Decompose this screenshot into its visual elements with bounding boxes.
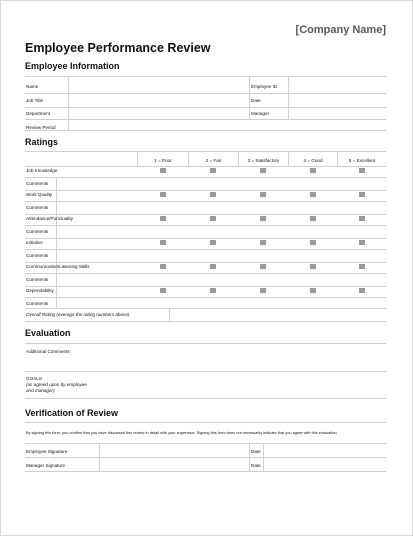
- comments-label: Comments: [26, 229, 49, 234]
- date-label: Date: [251, 98, 261, 103]
- divider: [25, 471, 386, 472]
- employee-info-heading: Employee Information: [25, 61, 120, 71]
- rating-checkbox[interactable]: [260, 264, 266, 269]
- manager-label: Manager: [251, 111, 270, 116]
- rating-checkbox[interactable]: [160, 168, 166, 173]
- category-label: Initiative: [26, 240, 43, 245]
- rating-checkbox[interactable]: [310, 192, 316, 197]
- comments-field[interactable]: [57, 250, 385, 261]
- comments-label: Comments: [26, 277, 49, 282]
- rating-checkbox[interactable]: [210, 192, 216, 197]
- divider: [25, 262, 386, 263]
- rating-checkbox[interactable]: [210, 288, 216, 293]
- employee-id-field[interactable]: [289, 77, 385, 92]
- rating-checkbox[interactable]: [210, 240, 216, 245]
- rating-checkbox[interactable]: [210, 264, 216, 269]
- comments-label: Comments: [26, 181, 49, 186]
- category-label: Communication/Listening Skills: [26, 264, 90, 269]
- comments-field[interactable]: [57, 274, 385, 285]
- category-label: Attendance/Punctuality: [26, 216, 73, 221]
- goals-field[interactable]: [25, 372, 386, 398]
- rating-checkbox[interactable]: [359, 288, 365, 293]
- evaluation-heading: Evaluation: [25, 328, 71, 338]
- category-label: Job Knowledge: [26, 168, 58, 173]
- date-field[interactable]: [289, 94, 385, 106]
- ratings-heading: Ratings: [25, 137, 59, 147]
- rating-checkbox[interactable]: [359, 240, 365, 245]
- rating-checkbox[interactable]: [260, 288, 266, 293]
- rating-scale-5: 5 = Excellent: [348, 158, 376, 163]
- rating-checkbox[interactable]: [359, 264, 365, 269]
- job-title-label: Job Title: [26, 98, 44, 103]
- name-label: Name: [26, 84, 39, 89]
- rating-checkbox[interactable]: [310, 264, 316, 269]
- category-label: Work Quality: [26, 192, 53, 197]
- job-title-field[interactable]: [69, 94, 248, 106]
- comments-field[interactable]: [57, 202, 385, 213]
- rating-checkbox[interactable]: [160, 216, 166, 221]
- divider: [25, 151, 386, 152]
- employee-signature-field[interactable]: [100, 444, 248, 456]
- divider: [249, 443, 250, 471]
- rating-checkbox[interactable]: [310, 216, 316, 221]
- rating-checkbox[interactable]: [210, 216, 216, 221]
- name-field[interactable]: [69, 77, 248, 92]
- goals-note: (as agreed upon by employee: [26, 382, 87, 387]
- manager-signature-date-field[interactable]: [264, 458, 385, 470]
- rating-checkbox[interactable]: [359, 192, 365, 197]
- overall-rating-field[interactable]: [170, 309, 385, 320]
- comments-label: Comments: [26, 253, 49, 258]
- signature-date-label: Date: [251, 463, 261, 468]
- divider: [25, 321, 386, 322]
- divider: [25, 238, 386, 239]
- divider: [25, 166, 386, 167]
- divider: [56, 177, 57, 308]
- comments-label: Comments: [26, 301, 49, 306]
- verification-heading: Verification of Review: [25, 408, 119, 418]
- page-title: Employee Performance Review: [25, 41, 211, 55]
- rating-checkbox[interactable]: [160, 240, 166, 245]
- rating-checkbox[interactable]: [160, 264, 166, 269]
- employee-signature-label: Employee Signature: [26, 449, 68, 454]
- rating-scale-1: 1 = Poor: [154, 158, 172, 163]
- manager-field[interactable]: [289, 108, 385, 118]
- signature-date-label: Date: [251, 449, 261, 454]
- divider: [25, 286, 386, 287]
- rating-checkbox[interactable]: [359, 168, 365, 173]
- rating-scale-2: 2 = Fair: [205, 158, 222, 163]
- rating-checkbox[interactable]: [359, 216, 365, 221]
- rating-scale-3: 3 = Satisfactory: [247, 158, 280, 163]
- comments-field[interactable]: [57, 226, 385, 237]
- department-field[interactable]: [69, 108, 248, 118]
- rating-checkbox[interactable]: [160, 192, 166, 197]
- rating-checkbox[interactable]: [160, 288, 166, 293]
- divider: [25, 398, 386, 399]
- rating-checkbox[interactable]: [310, 240, 316, 245]
- manager-signature-label: Manager Signature: [26, 463, 66, 468]
- rating-checkbox[interactable]: [260, 240, 266, 245]
- additional-comments-field[interactable]: [25, 344, 386, 370]
- additional-comments-label: Additional Comments: [26, 349, 70, 354]
- rating-checkbox[interactable]: [260, 216, 266, 221]
- category-label: Dependability: [26, 288, 54, 293]
- divider: [25, 130, 386, 131]
- rating-scale-4: 4 = Good: [303, 158, 323, 163]
- rating-checkbox[interactable]: [310, 168, 316, 173]
- divider: [249, 76, 250, 119]
- verification-statement: By signing this form, you confirm that you have discussed this review in detail with your supervisor. Signing this form does not necessarily indicate that you agree with this evaluation.: [26, 430, 338, 435]
- employee-signature-date-field[interactable]: [264, 444, 385, 456]
- department-label: Department: [26, 111, 51, 116]
- manager-signature-field[interactable]: [100, 458, 248, 470]
- employee-id-label: Employee ID: [251, 84, 278, 89]
- comments-field[interactable]: [57, 178, 385, 189]
- overall-rating-label: Overall Rating (average the rating numbers above): [26, 312, 130, 317]
- company-name: [Company Name]: [295, 24, 386, 36]
- review-period-field[interactable]: [69, 120, 385, 129]
- divider: [25, 214, 386, 215]
- rating-checkbox[interactable]: [260, 192, 266, 197]
- review-period-label: Review Period: [26, 125, 56, 130]
- rating-checkbox[interactable]: [310, 288, 316, 293]
- comments-field[interactable]: [57, 298, 385, 307]
- goals-label: GOALS: [26, 376, 42, 381]
- goals-note: and manager): [26, 388, 55, 393]
- divider: [25, 190, 386, 191]
- divider: [25, 422, 386, 423]
- rating-checkbox[interactable]: [260, 168, 266, 173]
- comments-label: Comments: [26, 205, 49, 210]
- rating-checkbox[interactable]: [210, 168, 216, 173]
